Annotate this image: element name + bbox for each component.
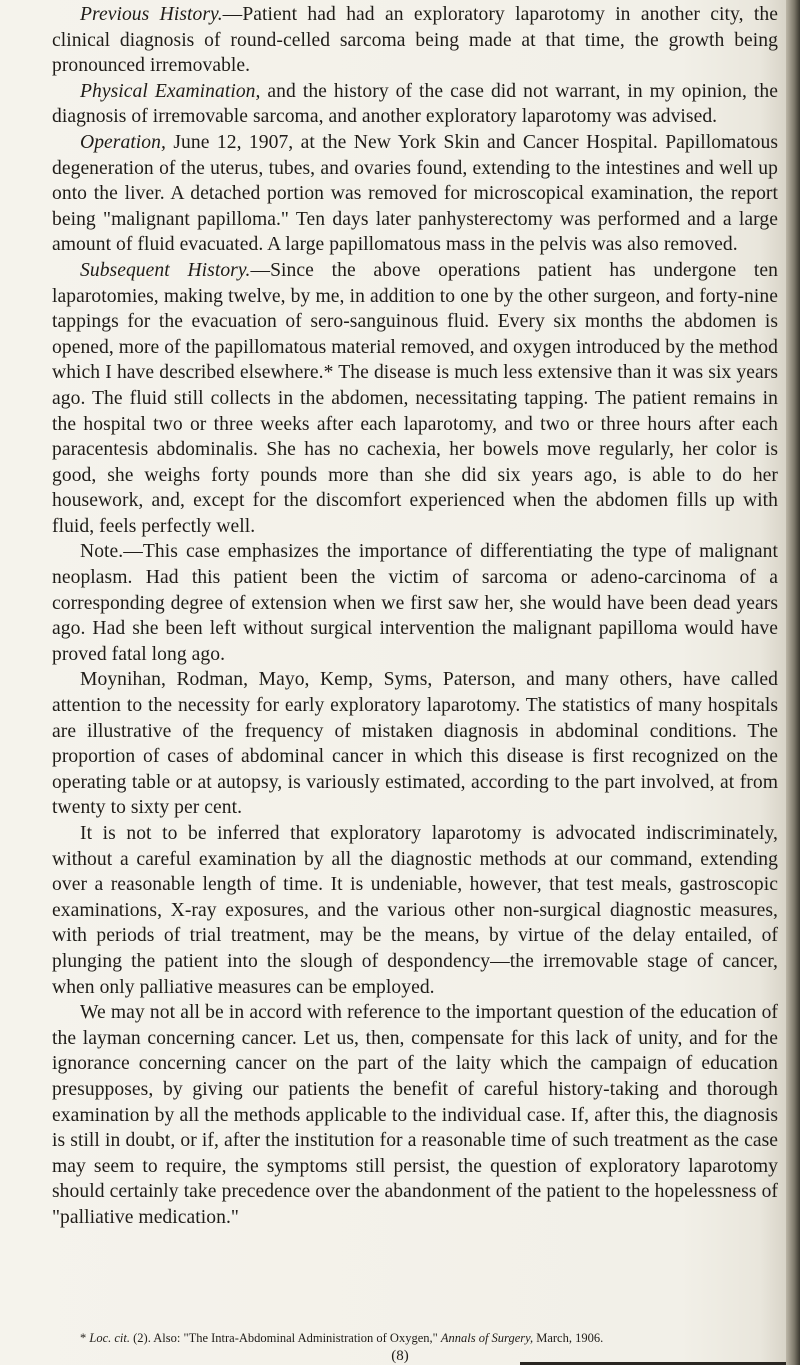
page-number: (8) (391, 1348, 409, 1364)
footnote-mark: * (80, 1331, 90, 1345)
paragraph-physical-examination (52, 79, 778, 130)
paragraph-text: June 12, 1907, at the New York Skin and Cancer Hospital. Papillomatous degeneration of the uterus, tubes, and ovaries found, extending to the intestines and well up onto the liver. A detached portion was removed for microscopical examination, the report being "malignant papilloma." Ten days later panhysterectomy was performed and a large amount of fluid evacuated. A large papillomatous mass in the pelvis was also removed. (52, 131, 778, 256)
paragraph-text: Moynihan, Rodman, Mayo, Kemp, Syms, Paterson, and many others, have called attention to the necessity for early exploratory laparotomy. The statistics of many hospitals are illustrative of the frequency of mistaken diagnosis in abdominal conditions. The proportion of cases of abdominal cancer in which this disease is first recognized on the operating table or at autopsy, is variously estimated, according to the part involved, at from twenty to sixty per cent. (52, 669, 778, 819)
paragraph-text: —Patient had had an exploratory laparotomy in another city, the clinical diagnosis of round-celled sarcoma being made at that time, the growth being pronounced irremovable. (52, 4, 778, 77)
footnote-text: (2). Also: "The Intra-Abdominal Administration of Oxygen," (130, 1331, 441, 1345)
paragraph-text: It is not to be inferred that exploratory laparotomy is advocated indiscriminately, without a careful examination by all the diagnostic methods at our command, extending over a reasonable length of time. It is undeniable, however, that test meals, gastroscopic examinations, X-ray exposures, and the various other non-surgical diagnostic measures, with periods of trial treatment, may be the means, by virtue of the delay entailed, of plunging the patient into the slough of despondency—the irremovable stage of cancer, when only palliative measures can be employed. (52, 823, 778, 998)
footnote-journal: Annals of Surgery, (440, 1331, 534, 1345)
footnote (80, 1330, 780, 1346)
paragraph-text: —Since the above operations patient has undergone ten laparotomies, making twelve, by me, in addition to one by the other surgeon, and forty-nine tappings for the evacuation of sero-sanguinous fluid. Every six months the abdomen is opened, more of the papillomatous material removed, and oxygen introduced by the method which I have described elsewhere.* The disease is much less extensive than it was six years ago. The fluid still collects in the abdomen, necessitating tapping. The patient remains in the hospital two or three weeks after each laparotomy, and two or three hours after each paracentesis abdominalis. She has no cachexia, her bowels move regularly, her color is good, she weighs forty pounds more than she did six years ago, is able to do her housework, and, except for the discomfort experienced when the abdomen fills up with fluid, feels perfectly well. (52, 259, 778, 537)
paragraph-note (52, 539, 778, 667)
paragraph-lead: Physical Examination, (80, 80, 261, 102)
footnote-date: March, 1906. (533, 1331, 604, 1345)
paragraph-moynihan (52, 667, 778, 821)
paragraph-education (52, 1000, 778, 1230)
paragraph-text: Note.—This case emphasizes the importance of differentiating the type of malignant neoplasm. Had this patient been the victim of sarcoma or adeno-carcinoma of a corresponding degree of extension when we first saw her, she would have been dead years ago. Had she been left without surgical intervention the malignant papilloma would have proved fatal long ago. (52, 541, 778, 665)
paragraph-lead: Previous History. (80, 4, 223, 25)
paragraph-inferred (52, 821, 778, 1000)
footnote-ref: Loc. cit. (89, 1331, 130, 1345)
article-body (52, 2, 778, 1231)
paragraph-text: and the history of the case did not warrant, in my opinion, the diagnosis of irremovable sarcoma, and another exploratory laparotomy was advised. (52, 80, 778, 128)
paragraph-previous-history (52, 2, 778, 79)
paragraph-lead: Subsequent History. (80, 259, 251, 281)
paragraph-subsequent-history (52, 258, 778, 540)
paragraph-lead: Operation, (80, 131, 166, 153)
paragraph-text: We may not all be in accord with reference to the important question of the education of the layman concerning cancer. Let us, then, compensate for this lack of unity, and for the ignorance concerning cancer on the part of the laity which the campaign of education presupposes, by giving our patients the benefit of careful history-taking and thorough examination by all the methods applicable to the individual case. If, after this, the diagnosis is still in doubt, or if, after the institution for a reasonable time of such treatment as the case may seem to require, the symptoms still persist, the question of exploratory laparotomy should certainly take precedence over the abandonment of the patient to the hopelessness of "palliative medication." (52, 1002, 778, 1228)
paragraph-operation (52, 130, 778, 258)
page-edge-shadow (786, 0, 800, 1365)
